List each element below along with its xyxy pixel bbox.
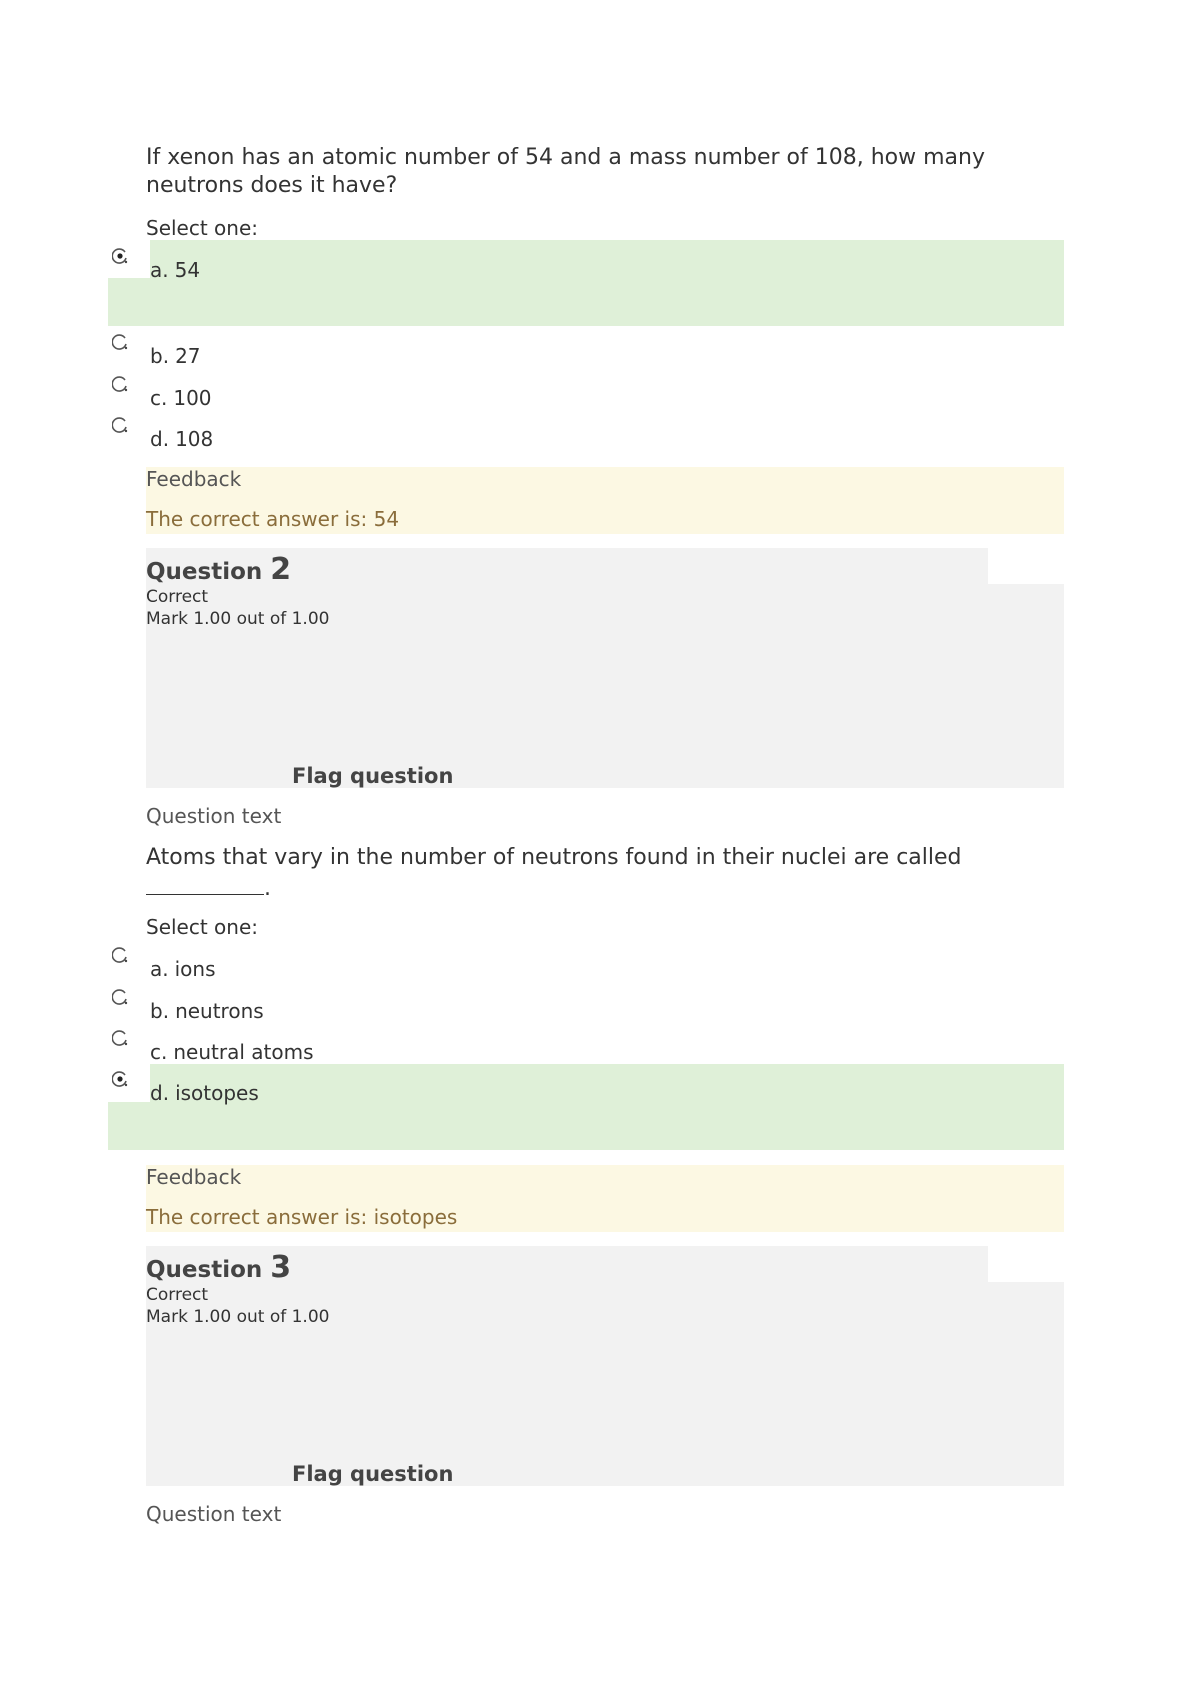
radio-unselected-icon[interactable]: [112, 376, 128, 392]
option-text: 100: [173, 386, 212, 410]
radio-unselected-icon[interactable]: [112, 334, 128, 350]
question-2-option-c-label: [150, 1040, 314, 1064]
question-2-state: Correct: [146, 587, 209, 607]
option-text: isotopes: [175, 1081, 259, 1105]
option-text: 108: [175, 427, 214, 451]
feedback-correct-answer: The correct answer is: isotopes: [146, 1205, 458, 1229]
question-3-heading: [146, 1250, 291, 1285]
feedback-correct-answer: The correct answer is: 54: [146, 507, 400, 531]
option-letter: c.: [150, 1040, 168, 1064]
radio-unselected-icon[interactable]: [112, 947, 128, 963]
option-text: 54: [174, 258, 201, 282]
radio-unselected-icon[interactable]: [112, 417, 128, 433]
question-2-text-label: Question text: [146, 804, 282, 828]
question-2-option-c[interactable]: [108, 1028, 608, 1064]
option-letter: c.: [150, 386, 168, 410]
radio-unselected-icon[interactable]: [112, 1030, 128, 1046]
option-letter: d.: [150, 427, 170, 451]
question-3-text-label: Question text: [146, 1502, 282, 1526]
option-letter: d.: [150, 1081, 170, 1105]
question-1-option-b-label: [150, 344, 201, 368]
question-1-option-d-label: [150, 427, 213, 451]
question-2-option-a[interactable]: [108, 945, 608, 981]
question-2-select-label: Select one:: [146, 915, 259, 939]
question-1-selected-answer-highlight-lower: [108, 278, 1064, 326]
feedback-title: Feedback: [146, 467, 242, 491]
option-text: neutrons: [175, 999, 264, 1023]
option-text: ions: [174, 957, 216, 981]
question-1-feedback: [146, 467, 1064, 534]
question-2-option-b-label: [150, 999, 264, 1023]
question-2-option-d-label: [150, 1081, 259, 1105]
question-heading-label: Question: [146, 1257, 263, 1283]
question-1-text: If xenon has an atomic number of 54 and a mass number of 108, how many neutrons does it have?: [146, 145, 985, 198]
question-2-option-b[interactable]: [108, 987, 608, 1023]
option-text: 27: [175, 344, 201, 368]
radio-selected-icon[interactable]: [112, 1071, 128, 1087]
question-heading-label: Question: [146, 559, 263, 585]
question-3-flag-button[interactable]: Flag question: [292, 1462, 454, 1486]
question-number: 2: [270, 552, 292, 587]
question-3-state: Correct: [146, 1285, 209, 1305]
question-1-select-label: Select one:: [146, 216, 259, 240]
question-2-feedback: [146, 1165, 1064, 1232]
question-3-mark: Mark 1.00 out of 1.00: [146, 1307, 330, 1327]
option-text: neutral atoms: [173, 1040, 314, 1064]
question-2-mark: Mark 1.00 out of 1.00: [146, 609, 330, 629]
feedback-title: Feedback: [146, 1165, 242, 1189]
option-letter: a.: [150, 957, 169, 981]
radio-unselected-icon[interactable]: [112, 989, 128, 1005]
question-2-text-end: .: [264, 876, 271, 901]
option-letter: a.: [150, 258, 169, 282]
option-letter: b.: [150, 344, 170, 368]
question-1-option-a[interactable]: [108, 246, 608, 282]
question-2-heading: [146, 552, 291, 587]
question-2-text: [146, 844, 1066, 903]
question-2-selected-answer-highlight-lower: [108, 1102, 1064, 1150]
question-1-option-d[interactable]: [108, 415, 608, 451]
question-2-text-body: Atoms that vary in the number of neutrons found in their nuclei are called: [146, 845, 962, 870]
radio-selected-icon[interactable]: [112, 248, 128, 264]
question-2-option-d[interactable]: [108, 1069, 608, 1105]
question-2-option-a-label: [150, 957, 216, 981]
question-1-option-a-label: [150, 258, 200, 282]
question-2-flag-button[interactable]: Flag question: [292, 764, 454, 788]
answer-blank: [146, 872, 264, 895]
question-1-option-c[interactable]: [108, 374, 608, 410]
question-1-option-b[interactable]: [108, 332, 608, 368]
question-1-option-c-label: [150, 386, 212, 410]
option-letter: b.: [150, 999, 170, 1023]
question-number: 3: [270, 1250, 292, 1285]
